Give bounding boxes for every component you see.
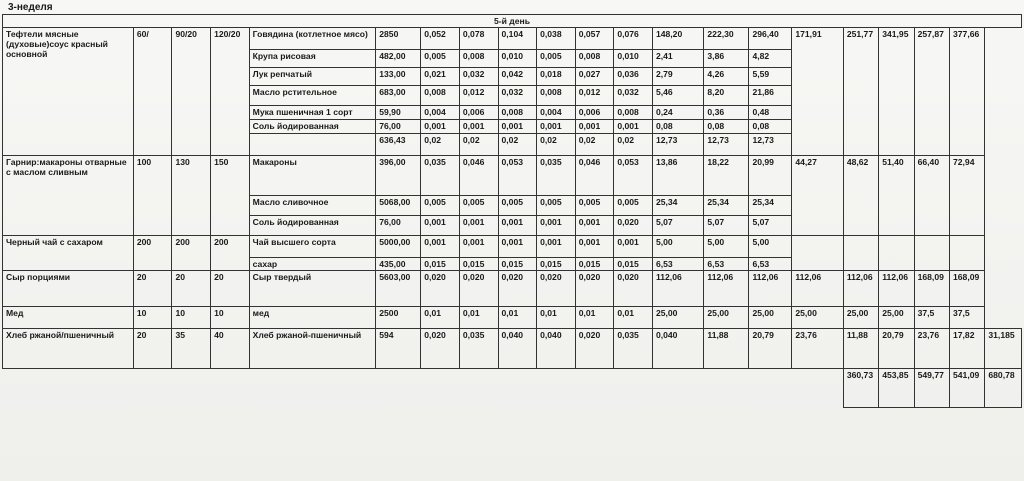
table-cell: 4,26: [704, 68, 749, 86]
portion-2: 10: [172, 307, 211, 329]
total-cell: 453,85: [879, 369, 914, 408]
dish-name: Сыр порциями: [3, 271, 134, 307]
table-cell: 20,79: [749, 329, 792, 369]
table-cell: 0,001: [459, 120, 498, 134]
table-cell: 18,22: [704, 156, 749, 196]
table-cell: 0,08: [652, 120, 703, 134]
table-cell: 12,73: [704, 134, 749, 156]
table-row: [3, 329, 1022, 369]
table-cell: 0,001: [537, 236, 576, 258]
table-cell: 0,01: [421, 307, 460, 329]
cost-cell: 25,00: [792, 307, 843, 329]
table-cell: 0,021: [421, 68, 460, 86]
cost-cell: 23,76: [914, 329, 949, 369]
table-cell: 23,76: [792, 329, 843, 369]
ingredient-name: Лук репчатый: [249, 68, 376, 86]
table-cell: 0,36: [704, 106, 749, 120]
dish-name: Хлеб ржаной/пшеничный: [3, 329, 134, 369]
table-cell: 25,00: [749, 307, 792, 329]
cost-cell: [879, 236, 914, 271]
table-cell: 25,00: [704, 307, 749, 329]
table-cell: 25,00: [652, 307, 703, 329]
table-cell: 25,34: [652, 196, 703, 216]
table-cell: 0,006: [459, 106, 498, 120]
table-cell: 6,53: [704, 258, 749, 271]
table-cell: 8,20: [704, 86, 749, 106]
table-row: [3, 271, 1022, 307]
table-cell: 0,004: [421, 106, 460, 120]
table-cell: 683,00: [376, 86, 421, 106]
cost-cell: 171,91: [792, 28, 843, 156]
table-cell: 133,00: [376, 68, 421, 86]
table-cell: 0,01: [614, 307, 653, 329]
table-row: [3, 156, 1022, 196]
dish-name: Тефтели мясные (духовые)соус красный основной: [3, 28, 134, 156]
table-cell: 5603,00: [376, 271, 421, 307]
table-cell: 0,018: [537, 68, 576, 86]
table-cell: 0,020: [575, 329, 614, 369]
table-cell: 0,008: [575, 50, 614, 68]
table-cell: 2850: [376, 28, 421, 50]
cost-cell: 37,5: [914, 307, 949, 329]
table-cell: 0,046: [575, 156, 614, 196]
portion-2: 20: [172, 271, 211, 307]
portion-3: 40: [211, 329, 250, 369]
table-cell: 5000,00: [376, 236, 421, 258]
cost-cell: 72,94: [949, 156, 984, 236]
portion-2: 200: [172, 236, 211, 271]
table-cell: 12,73: [652, 134, 703, 156]
portion-1: 10: [133, 307, 172, 329]
table-cell: 148,20: [652, 28, 703, 50]
table-cell: 0,020: [421, 329, 460, 369]
table-cell: 0,032: [459, 68, 498, 86]
table-cell: 0,001: [537, 216, 576, 236]
table-cell: 636,43: [376, 134, 421, 156]
table-cell: 0,015: [498, 258, 537, 271]
table-cell: 0,004: [537, 106, 576, 120]
table-cell: 0,053: [614, 156, 653, 196]
table-cell: 0,08: [749, 120, 792, 134]
table-cell: 0,001: [421, 120, 460, 134]
table-cell: 112,06: [704, 271, 749, 307]
ingredient-name: Макароны: [249, 156, 376, 196]
cost-cell: 341,95: [879, 28, 914, 156]
cost-cell: 44,27: [792, 156, 843, 236]
totals-spacer: [3, 369, 844, 408]
cost-cell: 51,40: [879, 156, 914, 236]
table-cell: 0,005: [575, 196, 614, 216]
table-cell: 5,46: [652, 86, 703, 106]
cost-cell: [914, 236, 949, 271]
table-cell: 0,001: [421, 236, 460, 258]
table-row: [3, 28, 1022, 50]
table-cell: 0,010: [614, 50, 653, 68]
table-cell: 2500: [376, 307, 421, 329]
ingredient-name: Крупа рисовая: [249, 50, 376, 68]
table-cell: 25,34: [749, 196, 792, 216]
table-cell: 0,008: [537, 86, 576, 106]
table-cell: 6,53: [749, 258, 792, 271]
table-cell: 0,020: [614, 216, 653, 236]
table-cell: 5,07: [704, 216, 749, 236]
table-cell: 20,99: [749, 156, 792, 196]
table-cell: 0,005: [421, 50, 460, 68]
total-cell: 360,73: [843, 369, 878, 408]
table-cell: 0,01: [498, 307, 537, 329]
table-cell: 396,00: [376, 156, 421, 196]
table-cell: 6,53: [652, 258, 703, 271]
table-cell: 0,036: [614, 68, 653, 86]
table-cell: 25,34: [704, 196, 749, 216]
ingredient-name: Чай высшего сорта: [249, 236, 376, 258]
table-cell: 76,00: [376, 120, 421, 134]
table-cell: 0,015: [575, 258, 614, 271]
ingredient-name: Хлеб ржаной-пшеничный: [249, 329, 376, 369]
ingredient-name: Масло сливочное: [249, 196, 376, 216]
table-cell: 0,005: [537, 50, 576, 68]
cost-cell: 37,5: [949, 307, 984, 329]
table-cell: 0,078: [459, 28, 498, 50]
table-cell: 0,020: [537, 271, 576, 307]
table-cell: 0,02: [498, 134, 537, 156]
total-cell: 541,09: [949, 369, 984, 408]
table-cell: 0,02: [421, 134, 460, 156]
table-cell: 0,001: [575, 216, 614, 236]
cost-cell: 66,40: [914, 156, 949, 236]
table-cell: 0,001: [575, 236, 614, 258]
table-cell: 0,020: [575, 271, 614, 307]
table-cell: 0,057: [575, 28, 614, 50]
cost-cell: [843, 236, 878, 271]
dish-name: Гарнир:макароны отварные с маслом сливным: [3, 156, 134, 236]
ingredient-name: Сыр твердый: [249, 271, 376, 307]
ingredient-name: Мука пшеничная 1 сорт: [249, 106, 376, 120]
menu-table: [2, 14, 1022, 408]
table-cell: 0,052: [421, 28, 460, 50]
table-cell: 5,07: [652, 216, 703, 236]
cost-cell: 17,82: [949, 329, 984, 369]
cost-cell: 112,06: [879, 271, 914, 307]
ingredient-name: Масло рстительное: [249, 86, 376, 106]
portion-2: 130: [172, 156, 211, 236]
table-cell: 0,035: [614, 329, 653, 369]
portion-3: 20: [211, 271, 250, 307]
table-cell: 0,008: [459, 50, 498, 68]
portion-1: 200: [133, 236, 172, 271]
table-cell: 0,020: [459, 271, 498, 307]
table-cell: 0,015: [614, 258, 653, 271]
totals-row: [3, 369, 1022, 408]
ingredient-name: Говядина (котлетное мясо): [249, 28, 376, 50]
table-cell: 0,001: [614, 120, 653, 134]
cost-cell: 31,185: [985, 329, 1022, 369]
day-header-row: [3, 15, 1022, 28]
total-cell: 549,77: [914, 369, 949, 408]
table-cell: 0,040: [537, 329, 576, 369]
portion-3: 150: [211, 156, 250, 236]
table-cell: 0,032: [498, 86, 537, 106]
table-cell: 0,24: [652, 106, 703, 120]
portion-1: 20: [133, 271, 172, 307]
table-cell: 0,01: [459, 307, 498, 329]
table-cell: 0,015: [421, 258, 460, 271]
table-cell: 0,02: [537, 134, 576, 156]
cost-cell: 377,66: [949, 28, 984, 156]
ingredient-name: [249, 134, 376, 156]
day-label: 5-й день: [3, 15, 1022, 28]
table-cell: 482,00: [376, 50, 421, 68]
portion-1: 100: [133, 156, 172, 236]
table-cell: 0,001: [498, 216, 537, 236]
table-cell: 0,001: [614, 236, 653, 258]
cost-cell: 168,09: [949, 271, 984, 307]
table-cell: 0,035: [459, 329, 498, 369]
table-cell: 0,008: [498, 106, 537, 120]
table-cell: 0,020: [421, 271, 460, 307]
table-cell: 0,005: [459, 196, 498, 216]
table-cell: 0,008: [614, 106, 653, 120]
week-label: 3-неделя: [8, 2, 53, 13]
table-cell: 13,86: [652, 156, 703, 196]
table-cell: 5,07: [749, 216, 792, 236]
dish-name: Черный чай с сахаром: [3, 236, 134, 271]
cost-cell: 168,09: [914, 271, 949, 307]
table-cell: 0,005: [421, 196, 460, 216]
cost-cell: 112,06: [843, 271, 878, 307]
table-cell: 5,59: [749, 68, 792, 86]
table-cell: 0,040: [652, 329, 703, 369]
table-cell: 2,79: [652, 68, 703, 86]
table-cell: 0,001: [459, 216, 498, 236]
table-cell: 5,00: [652, 236, 703, 258]
table-cell: 0,104: [498, 28, 537, 50]
table-cell: 0,012: [575, 86, 614, 106]
ingredient-name: Соль йодированная: [249, 120, 376, 134]
table-cell: 0,001: [459, 236, 498, 258]
table-cell: 112,06: [652, 271, 703, 307]
table-cell: 0,038: [537, 28, 576, 50]
table-cell: 0,005: [537, 196, 576, 216]
table-cell: 2,41: [652, 50, 703, 68]
table-cell: 0,006: [575, 106, 614, 120]
table-cell: 0,020: [498, 271, 537, 307]
table-cell: 76,00: [376, 216, 421, 236]
table-cell: 0,042: [498, 68, 537, 86]
table-cell: 0,008: [421, 86, 460, 106]
table-cell: 0,020: [614, 271, 653, 307]
table-cell: 11,88: [704, 329, 749, 369]
cost-cell: 25,00: [879, 307, 914, 329]
table-cell: 21,86: [749, 86, 792, 106]
portion-2: 90/20: [172, 28, 211, 156]
table-row: [3, 236, 1022, 258]
total-cell: 680,78: [985, 369, 1022, 408]
table-cell: 0,01: [537, 307, 576, 329]
table-cell: 0,001: [498, 236, 537, 258]
table-cell: 0,02: [575, 134, 614, 156]
table-cell: 0,001: [421, 216, 460, 236]
ingredient-name: сахар: [249, 258, 376, 271]
table-cell: 0,015: [537, 258, 576, 271]
dish-name: Мед: [3, 307, 134, 329]
table-cell: 0,005: [498, 196, 537, 216]
cost-cell: 48,62: [843, 156, 878, 236]
table-cell: 0,48: [749, 106, 792, 120]
table-cell: 0,035: [421, 156, 460, 196]
cost-cell: 25,00: [843, 307, 878, 329]
cost-cell: 112,06: [792, 271, 843, 307]
table-cell: 0,076: [614, 28, 653, 50]
table-cell: 0,001: [575, 120, 614, 134]
table-cell: 0,02: [459, 134, 498, 156]
table-cell: 0,040: [498, 329, 537, 369]
table-cell: 5,00: [704, 236, 749, 258]
table-row: [3, 307, 1022, 329]
table-cell: 594: [376, 329, 421, 369]
table-cell: 0,01: [575, 307, 614, 329]
table-cell: 0,053: [498, 156, 537, 196]
ingredient-name: Соль йодированная: [249, 216, 376, 236]
cost-cell: 20,79: [879, 329, 914, 369]
ingredient-name: мед: [249, 307, 376, 329]
table-cell: 5,00: [749, 236, 792, 258]
cost-cell: 11,88: [843, 329, 878, 369]
table-cell: 0,001: [537, 120, 576, 134]
table-cell: 0,046: [459, 156, 498, 196]
portion-3: 10: [211, 307, 250, 329]
table-cell: 0,015: [459, 258, 498, 271]
table-cell: 0,010: [498, 50, 537, 68]
portion-2: 35: [172, 329, 211, 369]
table-cell: 0,02: [614, 134, 653, 156]
table-cell: 0,005: [614, 196, 653, 216]
table-cell: 0,012: [459, 86, 498, 106]
table-cell: 12,73: [749, 134, 792, 156]
table-cell: 0,035: [537, 156, 576, 196]
table-cell: 0,027: [575, 68, 614, 86]
table-cell: 222,30: [704, 28, 749, 50]
table-cell: 435,00: [376, 258, 421, 271]
portion-3: 120/20: [211, 28, 250, 156]
table-cell: 5068,00: [376, 196, 421, 216]
cost-cell: 257,87: [914, 28, 949, 156]
table-cell: 296,40: [749, 28, 792, 50]
table-cell: 59,90: [376, 106, 421, 120]
table-cell: 112,06: [749, 271, 792, 307]
portion-1: 60/: [133, 28, 172, 156]
cost-cell: [792, 236, 843, 271]
table-cell: 4,82: [749, 50, 792, 68]
table-cell: 3,86: [704, 50, 749, 68]
cost-cell: [949, 236, 984, 271]
table-cell: 0,001: [498, 120, 537, 134]
table-cell: 0,08: [704, 120, 749, 134]
cost-cell: 251,77: [843, 28, 878, 156]
portion-3: 200: [211, 236, 250, 271]
portion-1: 20: [133, 329, 172, 369]
table-cell: 0,032: [614, 86, 653, 106]
